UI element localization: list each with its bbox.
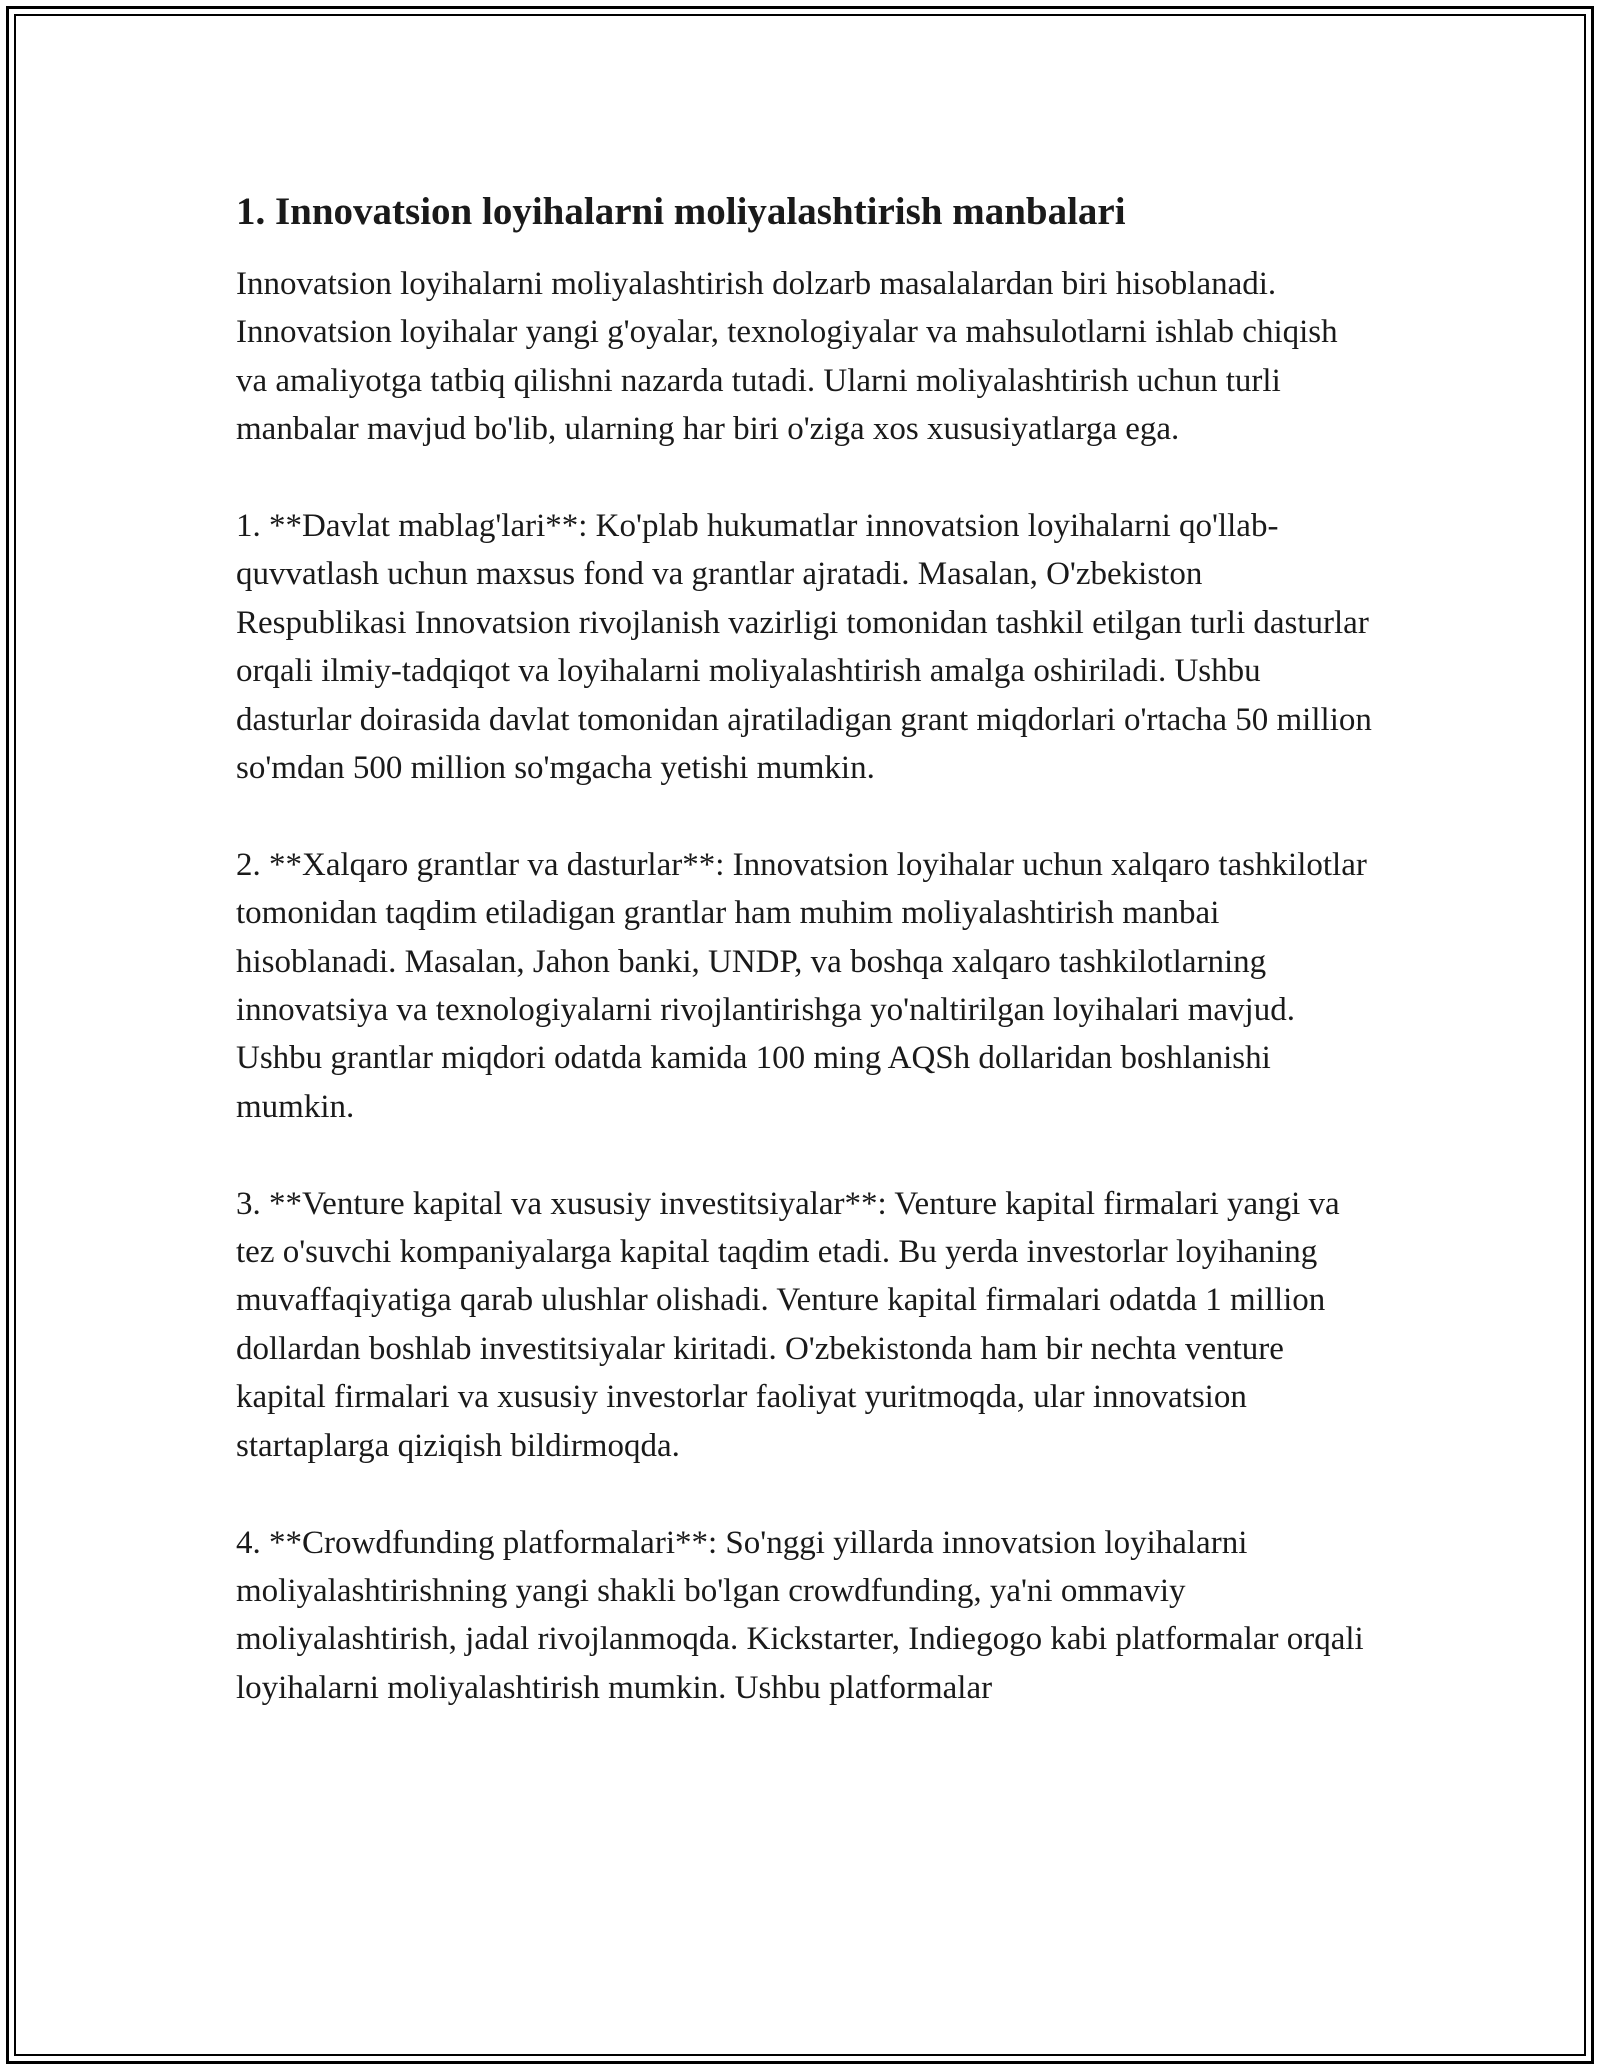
list-item-crowdfunding: 4. **Crowdfunding platformalari**: So'nggi yillarda innovatsion loyihalarni moliyalashtirishning yangi shakli bo'lgan crowdfunding, ya'ni ommaviy moliyalashtirish, jadal rivojlanmoqda. Kickstarter, Indiegogo kabi platformalar orqali loyihalarni moliyalashtirish mumkin. Ushbu platformalar xyxy=(236,1524,1364,1706)
list-item-venture-capital: 3. **Venture kapital va xususiy investitsiyalar**: Venture kapital firmalari yangi va tez o'suvchi kompaniyalarga kapital taqdim etadi. Bu yerda investorlar loyihaning muvaffaqiyatiga qarab ulushlar olishadi. Venture kapital firmalari odatda 1 million dollardan boshlab investitsiyalar kiritadi. O'zbekistonda ham bir nechta venture kapital firmalari va xususiy investorlar faoliyat yuritmoqda, ular innovatsion startaplarga qiziqish bildirmoqda. xyxy=(236,1185,1340,1464)
section-heading: 1. Innovatsion loyihalarni moliyalashtirish manbalari xyxy=(236,190,1126,233)
list-item-international-grants: 2. **Xalqaro grantlar va dasturlar**: Innovatsion loyihalar uchun xalqaro tashkilotlar tomonidan taqdim etiladigan grantlar ham muhim moliyalashtirish manbai hisoblanadi. Masalan, Jahon banki, UNDP, va boshqa xalqaro tashkilotlarning innovatsiya va texnologiyalarni rivojlantirishga yo'naltirilgan loyihalari mavjud. Ushbu grantlar miqdori odatda kamida 100 ming AQSh dollaridan boshlanishi mumkin. xyxy=(236,846,1367,1125)
list-item-state-funds: 1. **Davlat mablag'lari**: Ko'plab hukumatlar innovatsion loyihalarni qo'llab-quvvatlash uchun maxsus fond va grantlar ajratadi. Masalan, O'zbekiston Respublikasi Innovatsion rivojlanish vazirligi tomonidan tashkil etilgan turli dasturlar orqali ilmiy-tadqiqot va loyihalarni moliyalashtirish amalga oshiriladi. Ushbu dasturlar doirasida davlat tomonidan ajratiladigan grant miqdorlari o'rtacha 50 million so'mdan 500 million so'mgacha yetishi mumkin. xyxy=(236,508,1372,787)
document-body xyxy=(236,186,1376,1761)
intro-paragraph: Innovatsion loyihalarni moliyalashtirish dolzarb masalalardan biri hisoblanadi. Innovatsion loyihalar yangi g'oyalar, texnologiyalar va mahsulotlarni ishlab chiqish va amaliyotga tatbiq qilishni nazarda tutadi. Ularni moliyalashtirish uchun turli manbalar mavjud bo'lib, ularning har biri o'ziga xos xususiyatlarga ega. xyxy=(236,266,1338,448)
